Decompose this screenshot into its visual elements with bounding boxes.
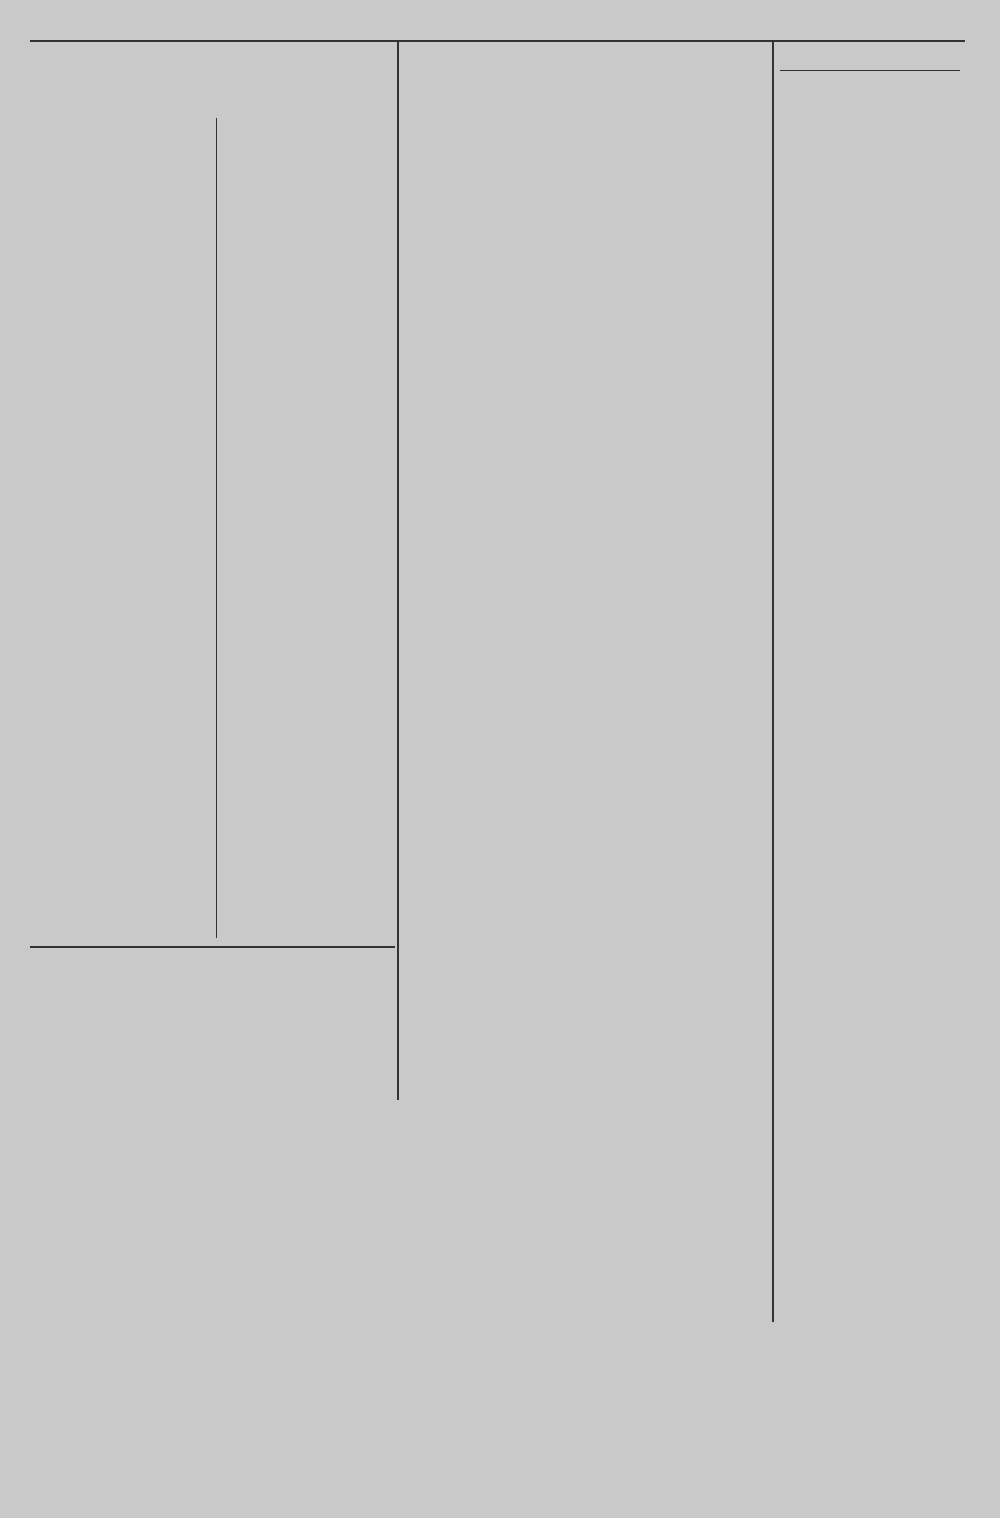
column-rule bbox=[772, 42, 774, 1322]
article-text bbox=[30, 118, 213, 404]
article-text bbox=[30, 728, 213, 932]
section-rule bbox=[780, 70, 960, 71]
article-text bbox=[30, 404, 213, 728]
column-rule bbox=[216, 118, 217, 938]
column-rule bbox=[397, 42, 399, 1100]
article-text bbox=[221, 118, 395, 528]
article-text bbox=[221, 528, 395, 782]
article-text bbox=[221, 782, 395, 932]
article-rule bbox=[30, 946, 395, 948]
masthead-rule bbox=[30, 40, 965, 42]
